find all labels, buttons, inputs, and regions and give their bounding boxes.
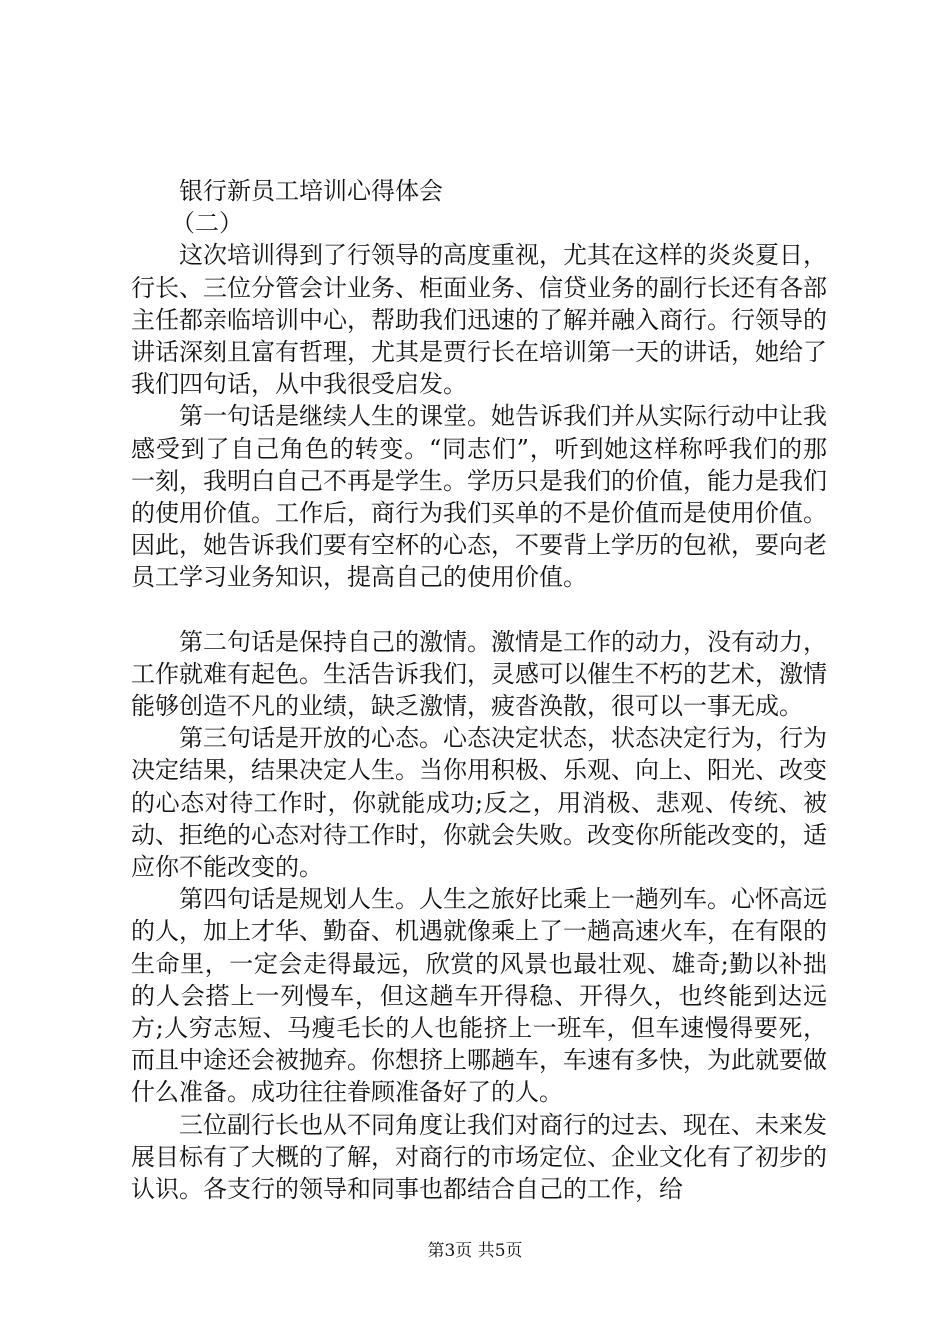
paragraph-intro: 这次培训得到了行领导的高度重视，尤其在这样的炎炎夏日，行长、三位分管会计业务、柜面业务、信贷业务的副行长还有各部主任都亲临培训中心，帮助我们迅速的了解并融入商行。行领导的讲话深刻且富有哲理，尤其是贾行长在培训第一天的讲话，她给了我们四句话，从中我很受启发。 [131,241,827,399]
paragraph-fourth-sentence: 第四句话是规划人生。人生之旅好比乘上一趟列车。心怀高远的人，加上才华、勤奋、机遇就像乘上了一趟高速火车，在有限的生命里，一定会走得最远，欣赏的风景也最壮观、雄奇;勤以补拙的人会搭上一列慢车，但这趟车开得稳、开得久，也终能到达远方;人穷志短、马瘦毛长的人也能挤上一班车，但车速慢得要死，而且中途还会被抛弃。你想挤上哪趟车，车速有多快，为此就要做什么准备。成功往往眷顾准备好了的人。 [131,885,827,1107]
paragraph-second-sentence: 第二句话是保持自己的激情。激情是工作的动力，没有动力，工作就难有起色。生活告诉我们，灵感可以催生不朽的艺术，激情能够创造不凡的业绩，缺乏激情，疲沓涣散，很可以一事无成。 [131,627,827,721]
paragraph-first-sentence: 第一句话是继续人生的课堂。她告诉我们并从实际行动中让我感受到了自己角色的转变。“同志们”，听到她这样称呼我们的那一刻，我明白自己不再是学生。学历只是我们的价值，能力是我们的使用价值。工作后，商行为我们买单的不是价值而是使用价值。因此，她告诉我们要有空杯的心态，不要背上学历的包袱，要向老员工学习业务知识，提高自己的使用价值。 [131,402,827,592]
document-body [131,175,827,1205]
document-title: 银行新员工培训心得体会 [179,177,443,205]
paragraph-vice-presidents: 三位副行长也从不同角度让我们对商行的过去、现在、未来发展目标有了大概的了解，对商行的市场定位、企业文化有了初步的认识。各支行的领导和同事也都结合自己的工作，给 [131,1110,827,1204]
paragraph-third-sentence: 第三句话是开放的心态。心态决定状态，状态决定行为，行为决定结果，结果决定人生。当你用积极、乐观、向上、阳光、改变的心态对待工作时，你就能成功;反之，用消极、悲观、传统、被动、拒绝的心态对待工作时，你就会失败。改变你所能改变的，适应你不能改变的。 [131,724,827,882]
page-footer: 第3页 共5页 [427,1241,523,1261]
document-subtitle: （二） [171,209,243,238]
